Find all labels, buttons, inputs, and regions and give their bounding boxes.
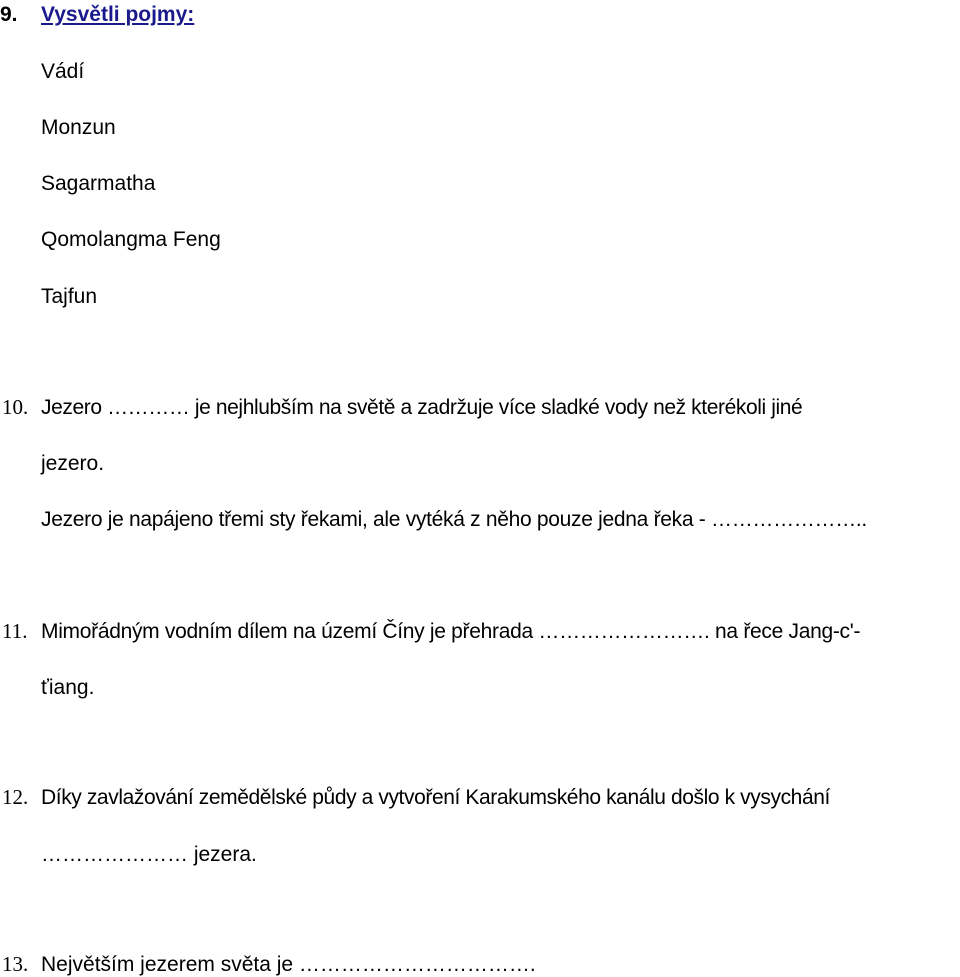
term-qomolangma-feng: Qomolangma Feng	[41, 228, 221, 251]
question-11-line-2: ťiang.	[41, 676, 95, 699]
term-monzun: Monzun	[41, 116, 116, 139]
question-10-line-2: jezero.	[41, 452, 105, 475]
question-11-number: 11.	[2, 619, 28, 643]
question-13-number: 13.	[2, 952, 29, 976]
question-11-line-1: Mimořádným vodním dílem na území Číny je přehrada ……………………. na řece Jang-c'-	[41, 620, 861, 643]
question-9-number: 9.	[0, 3, 18, 26]
question-9-heading: Vysvětli pojmy:	[41, 3, 195, 26]
question-10-line-1: Jezero ………… je nejhlubším na světě a zadržuje více sladké vody než kterékoli jiné	[41, 396, 803, 419]
question-12-number: 12.	[2, 785, 29, 809]
term-vadi: Vádí	[41, 60, 85, 83]
question-12-line-1: Díky zavlažování zemědělské půdy a vytvoření Karakumského kanálu došlo k vysychání	[41, 786, 830, 809]
question-10-line-3: Jezero je napájeno třemi sty řekami, ale vytéká z něho pouze jedna řeka - …………………..	[41, 508, 867, 531]
question-12-line-2: ………………… jezera.	[41, 843, 257, 866]
term-tajfun: Tajfun	[41, 285, 98, 308]
question-10-number: 10.	[2, 395, 29, 419]
question-13-line-1: Největším jezerem světa je …………………………….	[41, 953, 536, 976]
term-sagarmatha: Sagarmatha	[41, 172, 156, 195]
